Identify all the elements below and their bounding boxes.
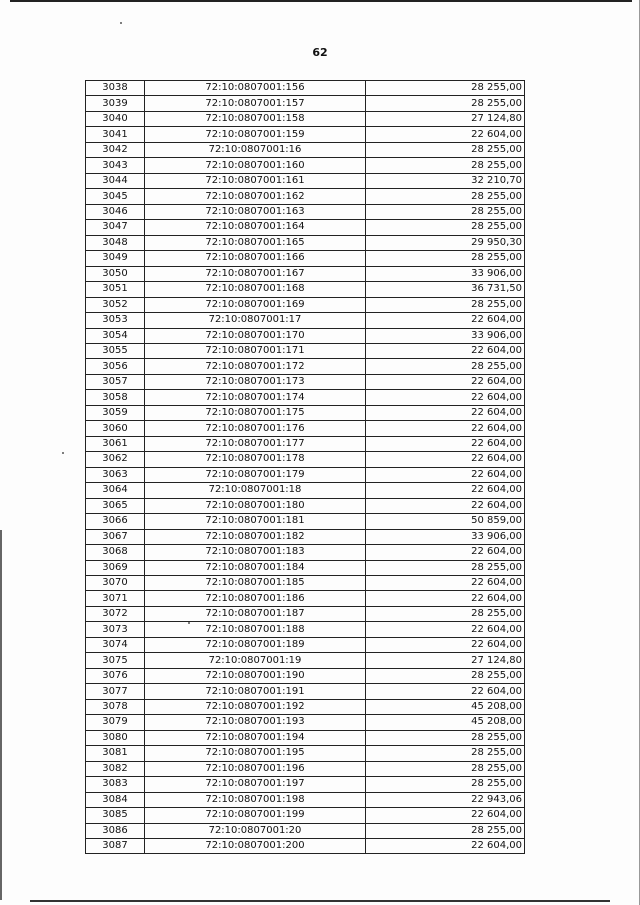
table-row: [86, 266, 525, 281]
table-row: [86, 111, 525, 126]
scan-speck: [120, 22, 122, 24]
row-number-cell: 3075: [86, 653, 145, 668]
row-number-cell: 3078: [86, 699, 145, 714]
table-row: [86, 730, 525, 745]
cadastral-number-cell: 72:10:0807001:194: [145, 730, 366, 745]
cadastral-number-cell: 72:10:0807001:157: [145, 96, 366, 111]
table-row: [86, 838, 525, 853]
row-number-cell: 3055: [86, 343, 145, 358]
cadastral-number-cell: 72:10:0807001:187: [145, 606, 366, 621]
row-number-cell: 3081: [86, 746, 145, 761]
row-number-cell: 3061: [86, 436, 145, 451]
value-cell: 28 255,00: [366, 96, 525, 111]
table-row: [86, 637, 525, 652]
table-row: [86, 142, 525, 157]
cadastral-number-cell: 72:10:0807001:20: [145, 823, 366, 838]
value-cell: 22 604,00: [366, 405, 525, 420]
value-cell: 28 255,00: [366, 189, 525, 204]
value-cell: 29 950,30: [366, 235, 525, 250]
cadastral-number-cell: 72:10:0807001:177: [145, 436, 366, 451]
cadastral-number-cell: 72:10:0807001:182: [145, 529, 366, 544]
value-cell: 28 255,00: [366, 81, 525, 96]
row-number-cell: 3046: [86, 204, 145, 219]
cadastral-number-cell: 72:10:0807001:158: [145, 111, 366, 126]
value-cell: 22 604,00: [366, 452, 525, 467]
table-row: [86, 390, 525, 405]
table-row: [86, 715, 525, 730]
cadastral-number-cell: 72:10:0807001:168: [145, 282, 366, 297]
row-number-cell: 3076: [86, 668, 145, 683]
row-number-cell: 3073: [86, 622, 145, 637]
value-cell: 28 255,00: [366, 668, 525, 683]
row-number-cell: 3060: [86, 421, 145, 436]
cadastral-number-cell: 72:10:0807001:165: [145, 235, 366, 250]
value-cell: 28 255,00: [366, 142, 525, 157]
value-cell: 28 255,00: [366, 251, 525, 266]
table-row: [86, 483, 525, 498]
value-cell: 22 604,00: [366, 622, 525, 637]
row-number-cell: 3067: [86, 529, 145, 544]
table-row: [86, 653, 525, 668]
value-cell: 22 604,00: [366, 684, 525, 699]
table-row: [86, 622, 525, 637]
row-number-cell: 3039: [86, 96, 145, 111]
scan-speck: [62, 452, 64, 454]
cadastral-number-cell: 72:10:0807001:174: [145, 390, 366, 405]
cadastral-number-cell: 72:10:0807001:200: [145, 838, 366, 853]
row-number-cell: 3058: [86, 390, 145, 405]
row-number-cell: 3050: [86, 266, 145, 281]
value-cell: 22 604,00: [366, 421, 525, 436]
row-number-cell: 3070: [86, 576, 145, 591]
table-row: [86, 127, 525, 142]
table-row: [86, 529, 525, 544]
cadastral-value-table: [85, 80, 525, 854]
row-number-cell: 3047: [86, 220, 145, 235]
row-number-cell: 3048: [86, 235, 145, 250]
table-row: [86, 313, 525, 328]
value-cell: 28 255,00: [366, 761, 525, 776]
value-cell: 22 604,00: [366, 483, 525, 498]
cadastral-number-cell: 72:10:0807001:170: [145, 328, 366, 343]
row-number-cell: 3068: [86, 545, 145, 560]
value-cell: 22 604,00: [366, 838, 525, 853]
table-row: [86, 792, 525, 807]
value-cell: 27 124,80: [366, 653, 525, 668]
row-number-cell: 3054: [86, 328, 145, 343]
cadastral-number-cell: 72:10:0807001:195: [145, 746, 366, 761]
value-cell: 22 604,00: [366, 127, 525, 142]
table-row: [86, 560, 525, 575]
table-row: [86, 173, 525, 188]
row-number-cell: 3086: [86, 823, 145, 838]
row-number-cell: 3074: [86, 637, 145, 652]
cadastral-number-cell: 72:10:0807001:163: [145, 204, 366, 219]
table-body: [86, 81, 525, 854]
cadastral-number-cell: 72:10:0807001:197: [145, 777, 366, 792]
table-row: [86, 514, 525, 529]
value-cell: 33 906,00: [366, 328, 525, 343]
table-row: [86, 158, 525, 173]
value-cell: 33 906,00: [366, 266, 525, 281]
value-cell: 22 604,00: [366, 436, 525, 451]
row-number-cell: 3069: [86, 560, 145, 575]
value-cell: 22 604,00: [366, 637, 525, 652]
row-number-cell: 3040: [86, 111, 145, 126]
cadastral-number-cell: 72:10:0807001:164: [145, 220, 366, 235]
cadastral-number-cell: 72:10:0807001:159: [145, 127, 366, 142]
cadastral-number-cell: 72:10:0807001:160: [145, 158, 366, 173]
table-row: [86, 235, 525, 250]
table-row: [86, 421, 525, 436]
cadastral-number-cell: 72:10:0807001:198: [145, 792, 366, 807]
value-cell: 28 255,00: [366, 777, 525, 792]
cadastral-number-cell: 72:10:0807001:179: [145, 467, 366, 482]
value-cell: 28 255,00: [366, 297, 525, 312]
value-cell: 50 859,00: [366, 514, 525, 529]
table-row: [86, 359, 525, 374]
row-number-cell: 3059: [86, 405, 145, 420]
table-row: [86, 220, 525, 235]
row-number-cell: 3063: [86, 467, 145, 482]
row-number-cell: 3064: [86, 483, 145, 498]
row-number-cell: 3056: [86, 359, 145, 374]
table-row: [86, 436, 525, 451]
cadastral-number-cell: 72:10:0807001:183: [145, 545, 366, 560]
table-row: [86, 189, 525, 204]
row-number-cell: 3082: [86, 761, 145, 776]
cadastral-number-cell: 72:10:0807001:186: [145, 591, 366, 606]
value-cell: 28 255,00: [366, 606, 525, 621]
row-number-cell: 3077: [86, 684, 145, 699]
value-cell: 22 604,00: [366, 498, 525, 513]
table-row: [86, 761, 525, 776]
row-number-cell: 3084: [86, 792, 145, 807]
value-cell: 22 604,00: [366, 390, 525, 405]
table-row: [86, 823, 525, 838]
table-row: [86, 297, 525, 312]
table-row: [86, 96, 525, 111]
value-cell: 45 208,00: [366, 715, 525, 730]
row-number-cell: 3057: [86, 374, 145, 389]
cadastral-number-cell: 72:10:0807001:169: [145, 297, 366, 312]
cadastral-number-cell: 72:10:0807001:17: [145, 313, 366, 328]
table-row: [86, 328, 525, 343]
cadastral-number-cell: 72:10:0807001:180: [145, 498, 366, 513]
cadastral-number-cell: 72:10:0807001:188: [145, 622, 366, 637]
value-cell: 22 604,00: [366, 576, 525, 591]
table-row: [86, 374, 525, 389]
cadastral-number-cell: 72:10:0807001:162: [145, 189, 366, 204]
row-number-cell: 3062: [86, 452, 145, 467]
value-cell: 22 604,00: [366, 313, 525, 328]
row-number-cell: 3045: [86, 189, 145, 204]
value-cell: 28 255,00: [366, 204, 525, 219]
cadastral-number-cell: 72:10:0807001:16: [145, 142, 366, 157]
cadastral-number-cell: 72:10:0807001:191: [145, 684, 366, 699]
cadastral-number-cell: 72:10:0807001:189: [145, 637, 366, 652]
cadastral-number-cell: 72:10:0807001:171: [145, 343, 366, 358]
value-cell: 22 604,00: [366, 591, 525, 606]
value-cell: 22 943,06: [366, 792, 525, 807]
cadastral-number-cell: 72:10:0807001:172: [145, 359, 366, 374]
value-cell: 22 604,00: [366, 343, 525, 358]
value-cell: 22 604,00: [366, 545, 525, 560]
value-cell: 33 906,00: [366, 529, 525, 544]
value-cell: 22 604,00: [366, 374, 525, 389]
value-cell: 28 255,00: [366, 158, 525, 173]
cadastral-number-cell: 72:10:0807001:156: [145, 81, 366, 96]
cadastral-number-cell: 72:10:0807001:196: [145, 761, 366, 776]
value-cell: 22 604,00: [366, 467, 525, 482]
value-cell: 28 255,00: [366, 823, 525, 838]
row-number-cell: 3053: [86, 313, 145, 328]
row-number-cell: 3052: [86, 297, 145, 312]
cadastral-number-cell: 72:10:0807001:18: [145, 483, 366, 498]
value-cell: 32 210,70: [366, 173, 525, 188]
value-cell: 28 255,00: [366, 730, 525, 745]
value-cell: 28 255,00: [366, 359, 525, 374]
row-number-cell: 3042: [86, 142, 145, 157]
row-number-cell: 3043: [86, 158, 145, 173]
page-number: 62: [312, 46, 328, 59]
table-row: [86, 204, 525, 219]
row-number-cell: 3087: [86, 838, 145, 853]
cadastral-number-cell: 72:10:0807001:199: [145, 808, 366, 823]
table-row: [86, 545, 525, 560]
value-cell: 28 255,00: [366, 560, 525, 575]
cadastral-number-cell: 72:10:0807001:19: [145, 653, 366, 668]
table-row: [86, 591, 525, 606]
row-number-cell: 3079: [86, 715, 145, 730]
value-cell: 36 731,50: [366, 282, 525, 297]
value-cell: 45 208,00: [366, 699, 525, 714]
table-row: [86, 777, 525, 792]
table-row: [86, 699, 525, 714]
top-scan-border: [10, 0, 632, 2]
table-row: [86, 467, 525, 482]
row-number-cell: 3083: [86, 777, 145, 792]
value-cell: 28 255,00: [366, 220, 525, 235]
cadastral-number-cell: 72:10:0807001:173: [145, 374, 366, 389]
row-number-cell: 3065: [86, 498, 145, 513]
bottom-scan-border: [30, 900, 610, 902]
cadastral-number-cell: 72:10:0807001:178: [145, 452, 366, 467]
row-number-cell: 3071: [86, 591, 145, 606]
table-row: [86, 668, 525, 683]
cadastral-number-cell: 72:10:0807001:181: [145, 514, 366, 529]
row-number-cell: 3072: [86, 606, 145, 621]
row-number-cell: 3044: [86, 173, 145, 188]
cadastral-number-cell: 72:10:0807001:167: [145, 266, 366, 281]
table-row: [86, 746, 525, 761]
table-row: [86, 282, 525, 297]
row-number-cell: 3080: [86, 730, 145, 745]
table-row: [86, 81, 525, 96]
table-row: [86, 576, 525, 591]
row-number-cell: 3085: [86, 808, 145, 823]
cadastral-number-cell: 72:10:0807001:176: [145, 421, 366, 436]
row-number-cell: 3049: [86, 251, 145, 266]
table-row: [86, 808, 525, 823]
row-number-cell: 3051: [86, 282, 145, 297]
row-number-cell: 3038: [86, 81, 145, 96]
table-row: [86, 498, 525, 513]
cadastral-number-cell: 72:10:0807001:192: [145, 699, 366, 714]
cadastral-number-cell: 72:10:0807001:166: [145, 251, 366, 266]
table-row: [86, 684, 525, 699]
cadastral-number-cell: 72:10:0807001:161: [145, 173, 366, 188]
left-scan-edge: [0, 530, 2, 900]
cadastral-number-cell: 72:10:0807001:184: [145, 560, 366, 575]
row-number-cell: 3066: [86, 514, 145, 529]
table-row: [86, 343, 525, 358]
value-cell: 28 255,00: [366, 746, 525, 761]
table-row: [86, 452, 525, 467]
table-row: [86, 606, 525, 621]
value-cell: 27 124,80: [366, 111, 525, 126]
cadastral-number-cell: 72:10:0807001:190: [145, 668, 366, 683]
cadastral-number-cell: 72:10:0807001:185: [145, 576, 366, 591]
value-cell: 22 604,00: [366, 808, 525, 823]
table-row: [86, 251, 525, 266]
table-row: [86, 405, 525, 420]
row-number-cell: 3041: [86, 127, 145, 142]
cadastral-number-cell: 72:10:0807001:175: [145, 405, 366, 420]
cadastral-number-cell: 72:10:0807001:193: [145, 715, 366, 730]
